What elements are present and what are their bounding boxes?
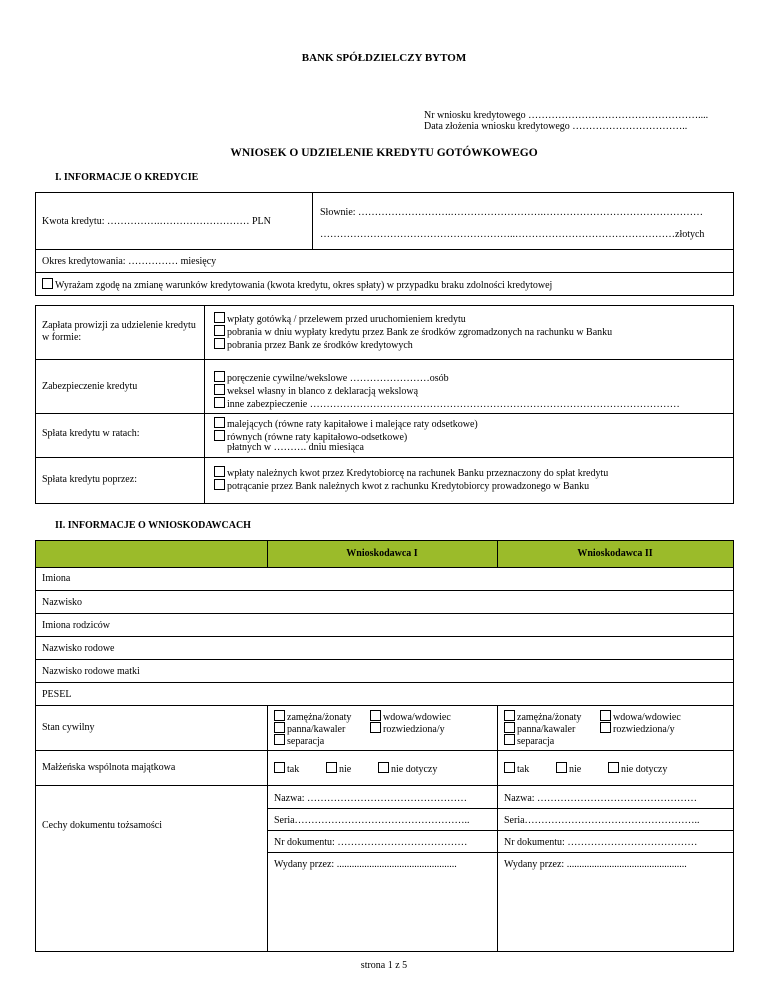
applicant2-header: Wnioskodawca II (577, 548, 653, 559)
a1-widowed[interactable]: wdowa/wdowiec (370, 710, 451, 724)
col-divider (497, 705, 498, 952)
application-number: Nr wniosku kredytowego …………………………………………….... (424, 110, 709, 121)
section2-title: II. INFORMACJE O WNIOSKODAWCACH (55, 520, 251, 531)
checkbox[interactable] (326, 762, 337, 773)
row-line (35, 750, 734, 751)
section1-title: I. INFORMACJE O KREDYCIE (55, 172, 199, 183)
checkbox[interactable] (504, 734, 515, 745)
checkbox[interactable] (600, 722, 611, 733)
a2-single[interactable]: panna/kawaler (504, 722, 575, 736)
security-option-2[interactable]: weksel własny in blanco z deklaracją wekslową (214, 384, 418, 398)
repayment-option-1[interactable]: wpłaty należnych kwot przez Kredytobiorcę na rachunek Banku przeznaczony do spłat kredytu (214, 466, 608, 480)
checkbox[interactable] (370, 722, 381, 733)
commission-label: Zapłata prowizji za udzielenie kredytu w formie: (42, 320, 196, 343)
row-line (35, 590, 734, 591)
words-cell (312, 192, 734, 250)
a1-id-issued[interactable]: Wydany przez: ................................................ (274, 859, 457, 870)
repayment-option-2[interactable]: potrącanie przez Bank należnych kwot z rachunku Kredytobiorcy prowadzonego w Banku (214, 479, 589, 493)
a1-id-name[interactable]: Nazwa: ………………………………………… (274, 793, 468, 804)
row-label-parents-names: Imiona rodziców (42, 620, 111, 631)
commission-option-3[interactable]: pobrania przez Bank ze środków kredytowych (214, 338, 413, 352)
form-title: WNIOSEK O UDZIELENIE KREDYTU GOTÓWKOWEGO (230, 147, 538, 159)
checkbox[interactable] (504, 722, 515, 733)
a2-id-name[interactable]: Nazwa: ………………………………………… (504, 793, 698, 804)
checkbox[interactable] (274, 734, 285, 745)
checkbox[interactable] (274, 710, 285, 721)
a1-single[interactable]: panna/kawaler (274, 722, 345, 736)
consent-text: Wyrażam zgodę na zmianę warunków kredytowania (kwota kredytu, okres spłaty) w przypadku braku zdolności kredytowej (55, 280, 553, 291)
a1-property-yes[interactable]: tak (274, 762, 299, 776)
security-label: Zabezpieczenie kredytu (42, 381, 138, 392)
checkbox[interactable] (214, 325, 225, 336)
checkbox[interactable] (214, 397, 225, 408)
row-line (35, 705, 734, 706)
col-divider (267, 705, 268, 952)
checkbox[interactable] (504, 762, 515, 773)
application-date: Data złożenia wniosku kredytowego …………………………….. (424, 121, 688, 132)
installments-note[interactable]: płatnych w ………. dniu miesiąca (227, 442, 364, 453)
a2-property-yes[interactable]: tak (504, 762, 529, 776)
row-line (35, 659, 734, 660)
installments-label: Spłata kredytu w ratach: (42, 428, 140, 439)
property-label: Małżeńska wspólnota majątkowa (42, 762, 176, 773)
row-line (35, 567, 734, 568)
a2-property-no[interactable]: nie (556, 762, 581, 776)
id-label: Cechy dokumentu tożsamości (42, 820, 162, 831)
repayment-label: Spłata kredytu poprzez: (42, 474, 137, 485)
checkbox[interactable] (274, 762, 285, 773)
words-field[interactable]: Słownie: ……………………….……………………….………………………………………… (320, 207, 704, 218)
row-line (267, 830, 734, 831)
checkbox[interactable] (214, 312, 225, 323)
security-option-1[interactable]: poręczenie cywilne/wekslowe ……………………osób (214, 371, 449, 385)
row-label-mother-maiden-name: Nazwisko rodowe matki (42, 666, 140, 677)
bank-name: BANK SPÓŁDZIELCZY BYTOM (301, 52, 467, 64)
checkbox[interactable] (504, 710, 515, 721)
a2-widowed[interactable]: wdowa/wdowiec (600, 710, 681, 724)
period-field[interactable]: Okres kredytowania: …………… miesięcy (42, 256, 217, 267)
row-line (267, 852, 734, 853)
row-line (35, 636, 734, 637)
commission-option-2[interactable]: pobrania w dniu wypłaty kredytu przez Bank ze środków zgromadzonych na rachunku w Banku (214, 325, 612, 339)
a2-married[interactable]: zamężna/żonaty (504, 710, 581, 724)
installments-option-1[interactable]: malejących (równe raty kapitałowe i malejące raty odsetkowe) (214, 417, 478, 431)
checkbox[interactable] (608, 762, 619, 773)
row-label-first-names: Imiona (42, 573, 71, 584)
applicants-table (35, 540, 734, 952)
checkbox[interactable] (370, 710, 381, 721)
checkbox[interactable] (214, 371, 225, 382)
a1-married[interactable]: zamężna/żonaty (274, 710, 351, 724)
installments-option-2[interactable]: równych (równe raty kapitałowo-odsetkowe) (214, 430, 407, 444)
security-option-3[interactable]: inne zabezpieczenie ………………………………………………………………………………………………… (214, 397, 680, 411)
row-label-surname: Nazwisko (42, 597, 82, 608)
a1-id-series[interactable]: Seria…………………………………………….. (274, 815, 470, 826)
row-line (35, 613, 734, 614)
a2-id-series[interactable]: Seria…………………………………………….. (504, 815, 700, 826)
checkbox[interactable] (378, 762, 389, 773)
a1-separated[interactable]: separacja (274, 734, 324, 748)
checkbox[interactable] (214, 466, 225, 477)
row-label-pesel: PESEL (42, 689, 72, 700)
checkbox[interactable] (556, 762, 567, 773)
checkbox[interactable] (214, 384, 225, 395)
a2-id-number[interactable]: Nr dokumentu: ………………………………… (504, 837, 698, 848)
a1-property-na[interactable]: nie dotyczy (378, 762, 437, 776)
consent-row[interactable] (42, 278, 552, 292)
a1-divorced[interactable]: rozwiedziona/y (370, 722, 445, 736)
a2-divorced[interactable]: rozwiedziona/y (600, 722, 675, 736)
checkbox[interactable] (274, 722, 285, 733)
page-number: strona 1 z 5 (360, 960, 408, 971)
a1-id-number[interactable]: Nr dokumentu: ………………………………… (274, 837, 468, 848)
words-line[interactable]: …………………………………………………..…………………………………………złotych (320, 229, 705, 240)
amount-field[interactable]: Kwota kredytu: …………….……………………… PLN (42, 216, 271, 227)
a2-id-issued[interactable]: Wydany przez: ................................................ (504, 859, 687, 870)
marital-label: Stan cywilny (42, 722, 95, 733)
a2-property-na[interactable]: nie dotyczy (608, 762, 667, 776)
row-line (35, 682, 734, 683)
a1-property-no[interactable]: nie (326, 762, 351, 776)
consent-checkbox[interactable] (42, 278, 53, 289)
checkbox[interactable] (214, 430, 225, 441)
checkbox[interactable] (600, 710, 611, 721)
row-line (35, 785, 734, 786)
applicant1-header: Wnioskodawca I (346, 548, 418, 559)
a2-separated[interactable]: separacja (504, 734, 554, 748)
checkbox[interactable] (214, 479, 225, 490)
row-label-maiden-name: Nazwisko rodowe (42, 643, 115, 654)
checkbox[interactable] (214, 338, 225, 349)
commission-option-1[interactable]: wpłaty gotówką / przelewem przed uruchomieniem kredytu (214, 312, 466, 326)
checkbox[interactable] (214, 417, 225, 428)
row-line (267, 808, 734, 809)
